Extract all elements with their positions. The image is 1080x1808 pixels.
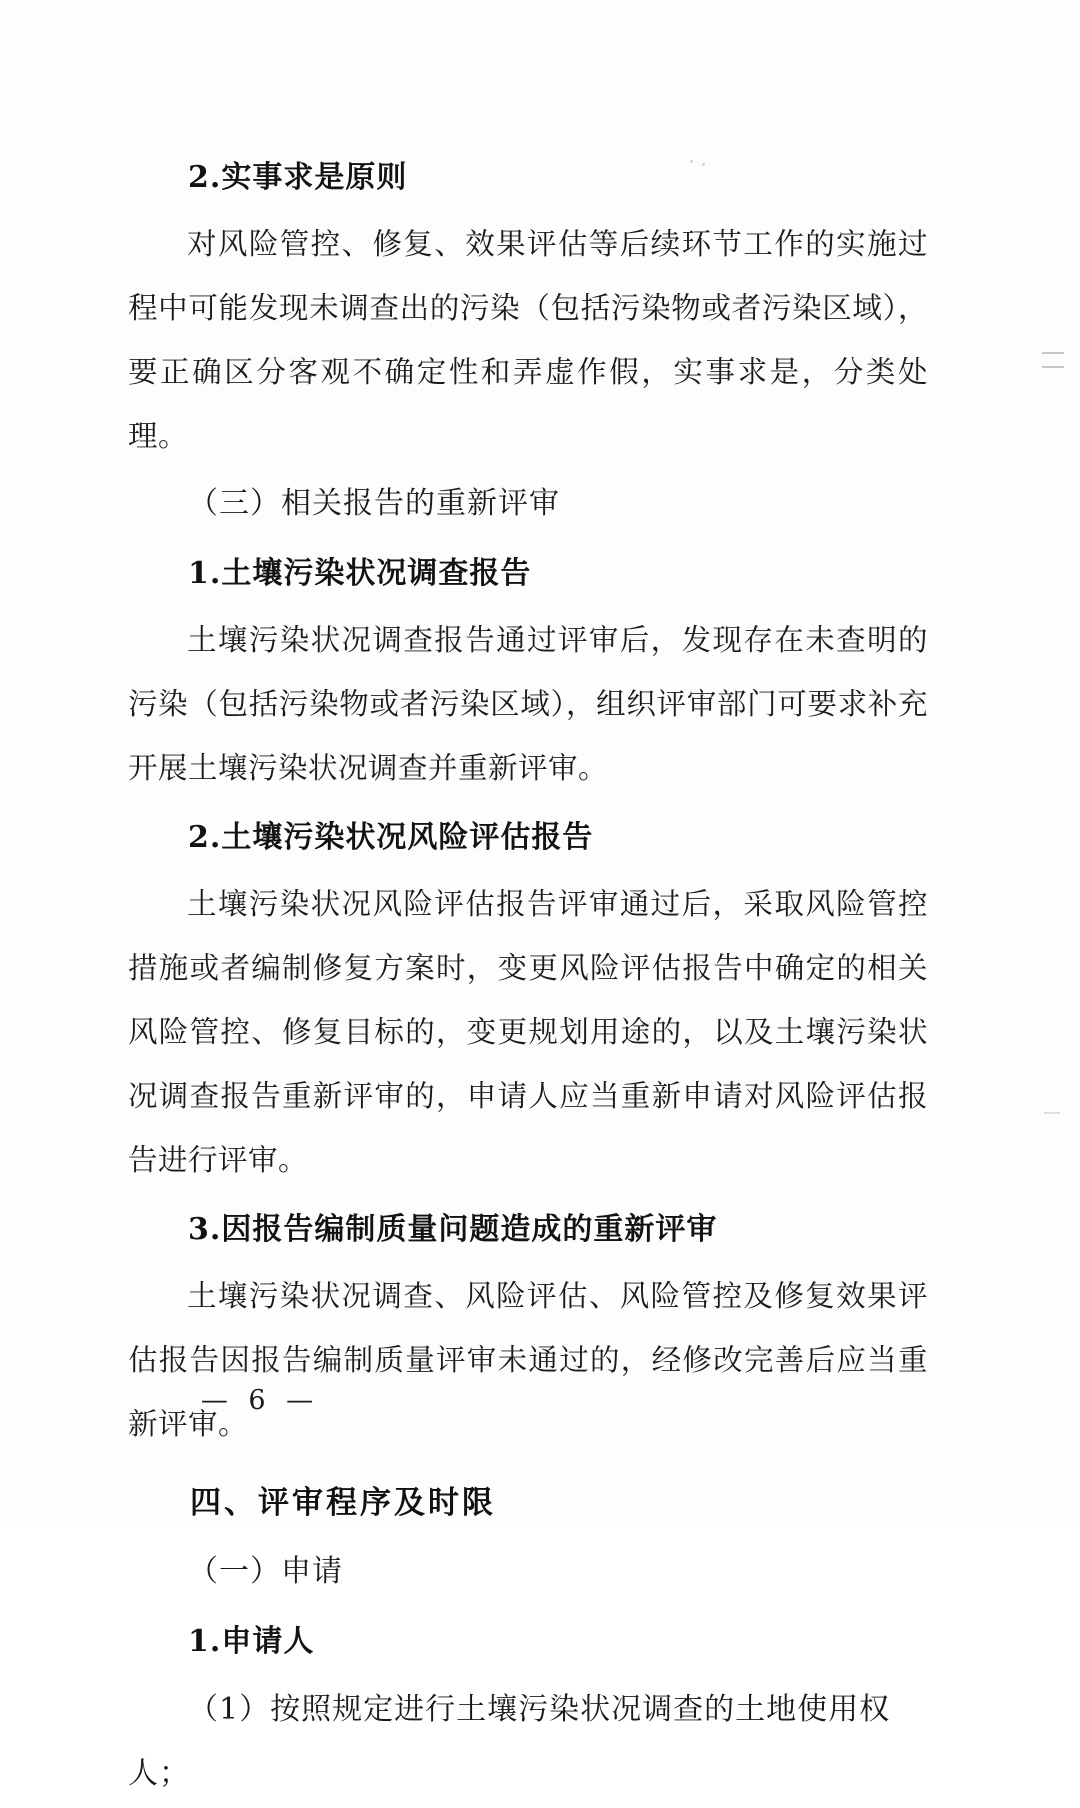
heading-item-1: 1.土壤污染状况调查报告 [188, 556, 532, 591]
heading-item-3: 3.因报告编制质量问题造成的重新评审 [188, 1212, 718, 1247]
heading-principle-2: 2.实事求是原则 [188, 160, 408, 195]
heading-item-2: 2.土壤污染状况风险评估报告 [188, 820, 594, 855]
heading-section-3: （三）相关报告的重新评审 [188, 486, 560, 521]
page-number [0, 1385, 1080, 1416]
heading-chapter-4: 四、评审程序及时限 [190, 1485, 496, 1521]
heading-section-1: （一）申请 [188, 1554, 343, 1589]
scan-edge-mark [1044, 1112, 1060, 1114]
page-body [128, 140, 928, 1808]
paragraph-item-2: 土壤污染状况风险评估报告评审通过后，采取风险管控措施或者编制修复方案时，变更风险评估报告中确定的相关风险管控、修复目标的，变更规划用途的，以及土壤污染状况调查报告重新评审的，申请人应当重新申请对风险评估报告进行评审。 [128, 887, 928, 1177]
scan-edge-mark [1042, 352, 1064, 354]
heading-applicant-item-1: （1）按照规定进行土壤污染状况调查的土地使用权人； [128, 1692, 891, 1791]
heading-applicant: 1.申请人 [188, 1624, 315, 1659]
page-number-text: — 6 — [200, 1385, 320, 1416]
paragraph-item-3: 土壤污染状况调查、风险评估、风险管控及修复效果评估报告因报告编制质量评审未通过的，经修改完善后应当重新评审。 [128, 1279, 928, 1441]
paragraph-item-1: 土壤污染状况调查报告通过评审后，发现存在未查明的污染（包括污染物或者污染区域），组织评审部门可要求补充开展土壤污染状况调查并重新评审。 [128, 623, 928, 785]
scan-edge-mark [1042, 366, 1064, 368]
paragraph-principle-2: 对风险管控、修复、效果评估等后续环节工作的实施过程中可能发现未调查出的污染（包括污染物或者污染区域），要正确区分客观不确定性和弄虚作假，实事求是，分类处理。 [128, 227, 928, 453]
